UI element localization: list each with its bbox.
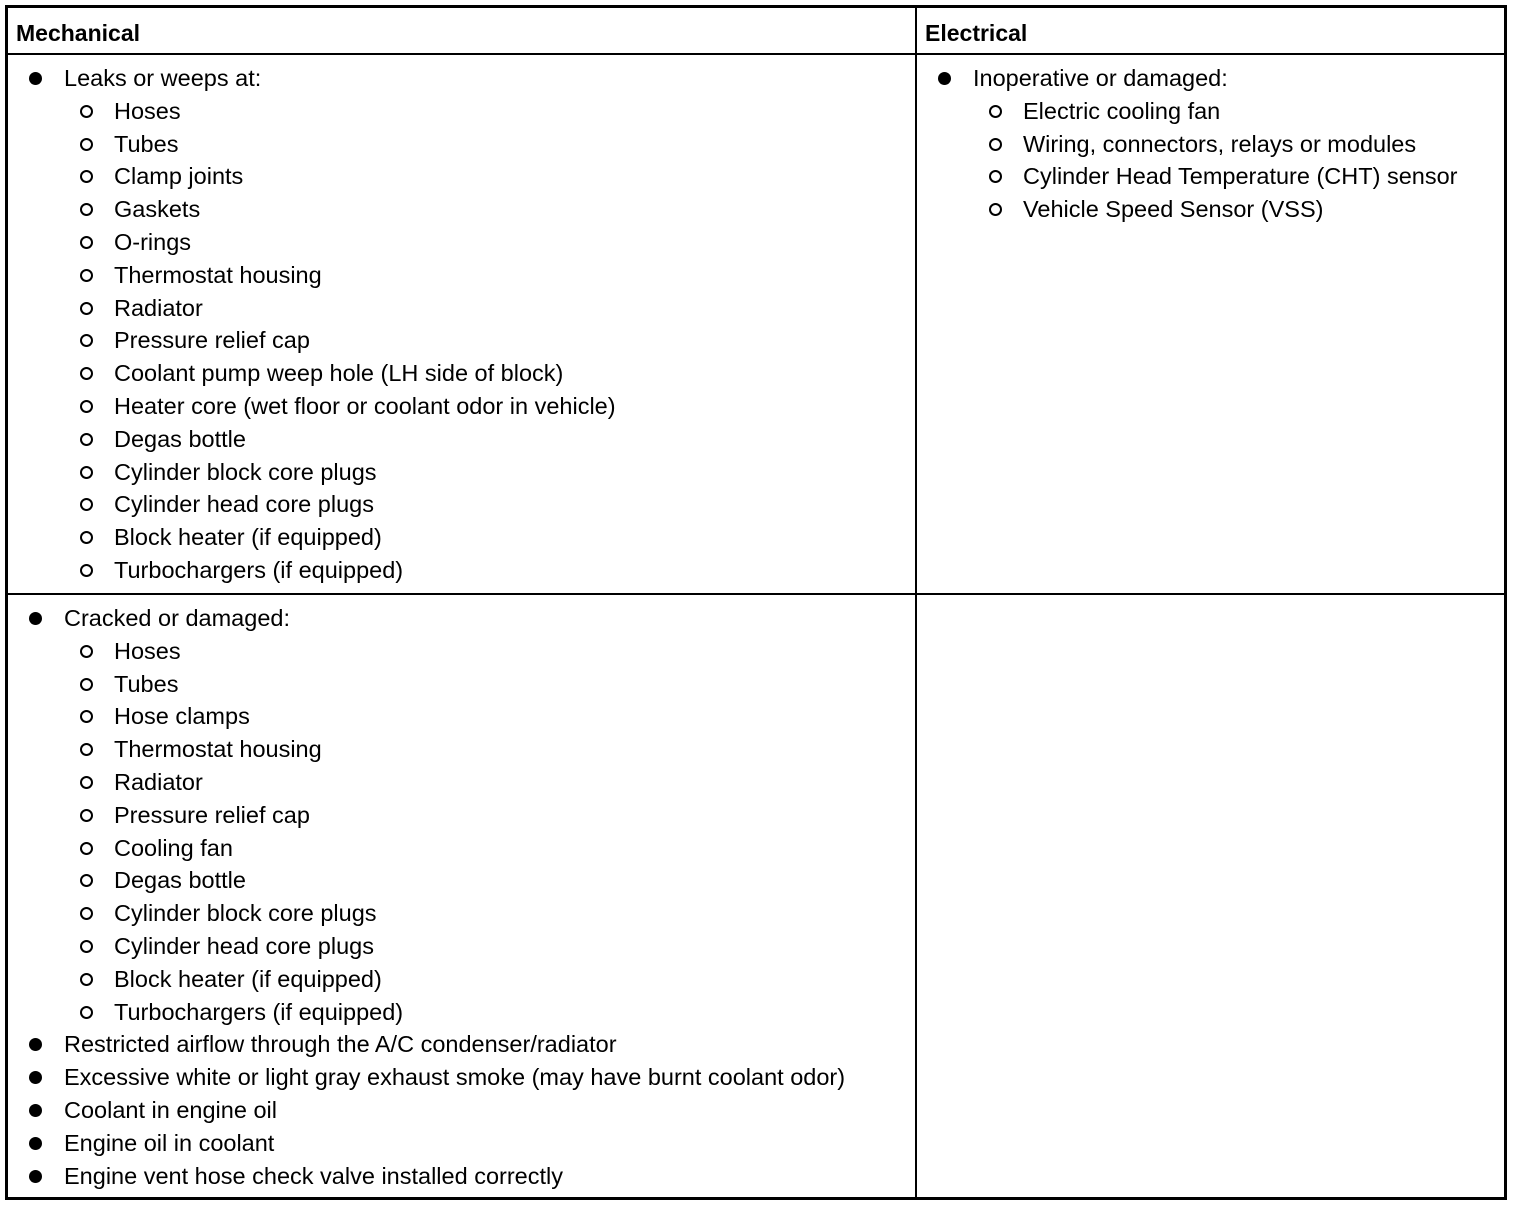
item-text: Cooling fan xyxy=(114,834,233,861)
sub-list-item xyxy=(8,668,913,701)
hollow-bullet-icon xyxy=(989,138,1002,151)
sub-list-item xyxy=(8,521,913,554)
hollow-bullet-icon xyxy=(80,809,93,822)
sub-list-item xyxy=(8,554,913,587)
item-text: Cylinder block core plugs xyxy=(114,458,377,485)
list-item xyxy=(8,1094,913,1127)
hollow-bullet-icon xyxy=(80,269,93,282)
item-text: Heater core (wet floor or coolant odor in vehicle) xyxy=(114,392,616,419)
sub-list-item xyxy=(917,160,1504,193)
hollow-bullet-icon xyxy=(80,400,93,413)
item-text: Degas bottle xyxy=(114,867,246,894)
item-text: Inoperative or damaged: xyxy=(973,65,1228,91)
hollow-bullet-icon xyxy=(80,710,93,723)
hollow-bullet-icon xyxy=(80,940,93,953)
item-text: Cylinder head core plugs xyxy=(114,491,374,518)
item-text: Gaskets xyxy=(114,196,201,223)
item-text: Leaks or weeps at: xyxy=(64,65,262,91)
item-text: Tubes xyxy=(114,670,179,697)
item-text: Radiator xyxy=(114,294,203,321)
sub-list-item xyxy=(8,930,913,963)
sub-list-item xyxy=(8,733,913,766)
list-item xyxy=(8,1028,913,1061)
cell-row2-mechanical xyxy=(8,602,913,1192)
item-text: Degas bottle xyxy=(114,425,246,452)
hollow-bullet-icon xyxy=(80,367,93,380)
diagnostic-table xyxy=(5,5,1507,1200)
header-mechanical: Mechanical xyxy=(16,20,140,46)
item-text: Engine vent hose check valve installed correctly xyxy=(64,1162,563,1189)
item-text: Block heater (if equipped) xyxy=(114,965,382,992)
sub-list-item xyxy=(8,292,913,325)
item-text: Tubes xyxy=(114,130,179,157)
item-text: Electric cooling fan xyxy=(1023,97,1221,124)
sub-list-item xyxy=(8,766,913,799)
hollow-bullet-icon xyxy=(80,466,93,479)
sub-list-item xyxy=(8,996,913,1029)
hollow-bullet-icon xyxy=(80,678,93,691)
sub-list-item xyxy=(8,390,913,423)
item-text: Hoses xyxy=(114,637,181,664)
hollow-bullet-icon xyxy=(80,170,93,183)
hollow-bullet-icon xyxy=(989,203,1002,216)
item-text: Coolant pump weep hole (LH side of block) xyxy=(114,360,564,387)
hollow-bullet-icon xyxy=(80,236,93,249)
hollow-bullet-icon xyxy=(989,170,1002,183)
item-text: Thermostat housing xyxy=(114,736,322,763)
header-electrical: Electrical xyxy=(925,20,1028,46)
hollow-bullet-icon xyxy=(80,645,93,658)
item-text: Vehicle Speed Sensor (VSS) xyxy=(1023,196,1324,223)
bullet-icon xyxy=(29,1137,42,1150)
hollow-bullet-icon xyxy=(80,1006,93,1019)
hollow-bullet-icon xyxy=(80,498,93,511)
sub-list-item xyxy=(8,128,913,161)
hollow-bullet-icon xyxy=(80,138,93,151)
hollow-bullet-icon xyxy=(80,973,93,986)
item-text: Wiring, connectors, relays or modules xyxy=(1023,130,1417,157)
item-text: Clamp joints xyxy=(114,163,244,190)
item-text: Cylinder Head Temperature (CHT) sensor xyxy=(1023,163,1458,190)
hollow-bullet-icon xyxy=(80,105,93,118)
sub-list-item xyxy=(8,456,913,489)
sub-list-item xyxy=(8,95,913,128)
list-item xyxy=(8,1127,913,1160)
item-text: Excessive white or light gray exhaust smoke (may have burnt coolant odor) xyxy=(64,1064,846,1091)
header-divider xyxy=(8,53,1504,55)
item-text: Cracked or damaged: xyxy=(64,605,290,631)
item-text: Hose clamps xyxy=(114,703,250,730)
hollow-bullet-icon xyxy=(80,842,93,855)
sub-list-item xyxy=(917,193,1504,226)
list-item xyxy=(917,62,1504,95)
hollow-bullet-icon xyxy=(80,334,93,347)
sub-list-item xyxy=(8,226,913,259)
item-text: Cylinder head core plugs xyxy=(114,932,374,959)
hollow-bullet-icon xyxy=(80,564,93,577)
hollow-bullet-icon xyxy=(80,874,93,887)
sub-list-item xyxy=(8,700,913,733)
hollow-bullet-icon xyxy=(80,203,93,216)
item-text: Engine oil in coolant xyxy=(64,1129,275,1156)
list-item xyxy=(8,602,913,635)
item-text: Turbochargers (if equipped) xyxy=(114,556,404,583)
bullet-icon xyxy=(29,1170,42,1183)
item-text: Coolant in engine oil xyxy=(64,1096,277,1123)
hollow-bullet-icon xyxy=(989,105,1002,118)
hollow-bullet-icon xyxy=(80,433,93,446)
hollow-bullet-icon xyxy=(80,302,93,315)
item-text: Hoses xyxy=(114,97,181,124)
item-text: Block heater (if equipped) xyxy=(114,524,382,551)
sub-list-item xyxy=(8,259,913,292)
list-item xyxy=(8,1061,913,1094)
hollow-bullet-icon xyxy=(80,531,93,544)
item-text: Radiator xyxy=(114,768,203,795)
sub-list-item xyxy=(8,160,913,193)
sub-list-item xyxy=(8,357,913,390)
bullet-icon xyxy=(29,1071,42,1084)
sub-list-item xyxy=(8,832,913,865)
item-text: Restricted airflow through the A/C condenser/radiator xyxy=(64,1031,617,1058)
cell-row1-electrical xyxy=(917,62,1504,226)
item-text: Turbochargers (if equipped) xyxy=(114,998,404,1025)
sub-list-item xyxy=(917,128,1504,161)
sub-list-item xyxy=(8,324,913,357)
item-text: Pressure relief cap xyxy=(114,801,310,828)
bullet-icon xyxy=(29,1038,42,1051)
sub-list-item xyxy=(917,95,1504,128)
item-text: Cylinder block core plugs xyxy=(114,900,377,927)
bullet-icon xyxy=(29,612,42,625)
sub-list-item xyxy=(8,423,913,456)
sub-list-item xyxy=(8,963,913,996)
list-item xyxy=(8,1160,913,1193)
item-text: O-rings xyxy=(114,228,192,255)
sub-list-item xyxy=(8,193,913,226)
row-divider xyxy=(8,593,1504,595)
sub-list-item xyxy=(8,897,913,930)
sub-list-item xyxy=(8,799,913,832)
hollow-bullet-icon xyxy=(80,743,93,756)
item-text: Pressure relief cap xyxy=(114,327,310,354)
hollow-bullet-icon xyxy=(80,776,93,789)
list-item xyxy=(8,62,913,95)
sub-list-item xyxy=(8,635,913,668)
cell-row1-mechanical xyxy=(8,62,913,587)
sub-list-item xyxy=(8,488,913,521)
bullet-icon xyxy=(29,72,42,85)
hollow-bullet-icon xyxy=(80,907,93,920)
bullet-icon xyxy=(29,1104,42,1117)
sub-list-item xyxy=(8,864,913,897)
bullet-icon xyxy=(938,72,951,85)
item-text: Thermostat housing xyxy=(114,261,322,288)
